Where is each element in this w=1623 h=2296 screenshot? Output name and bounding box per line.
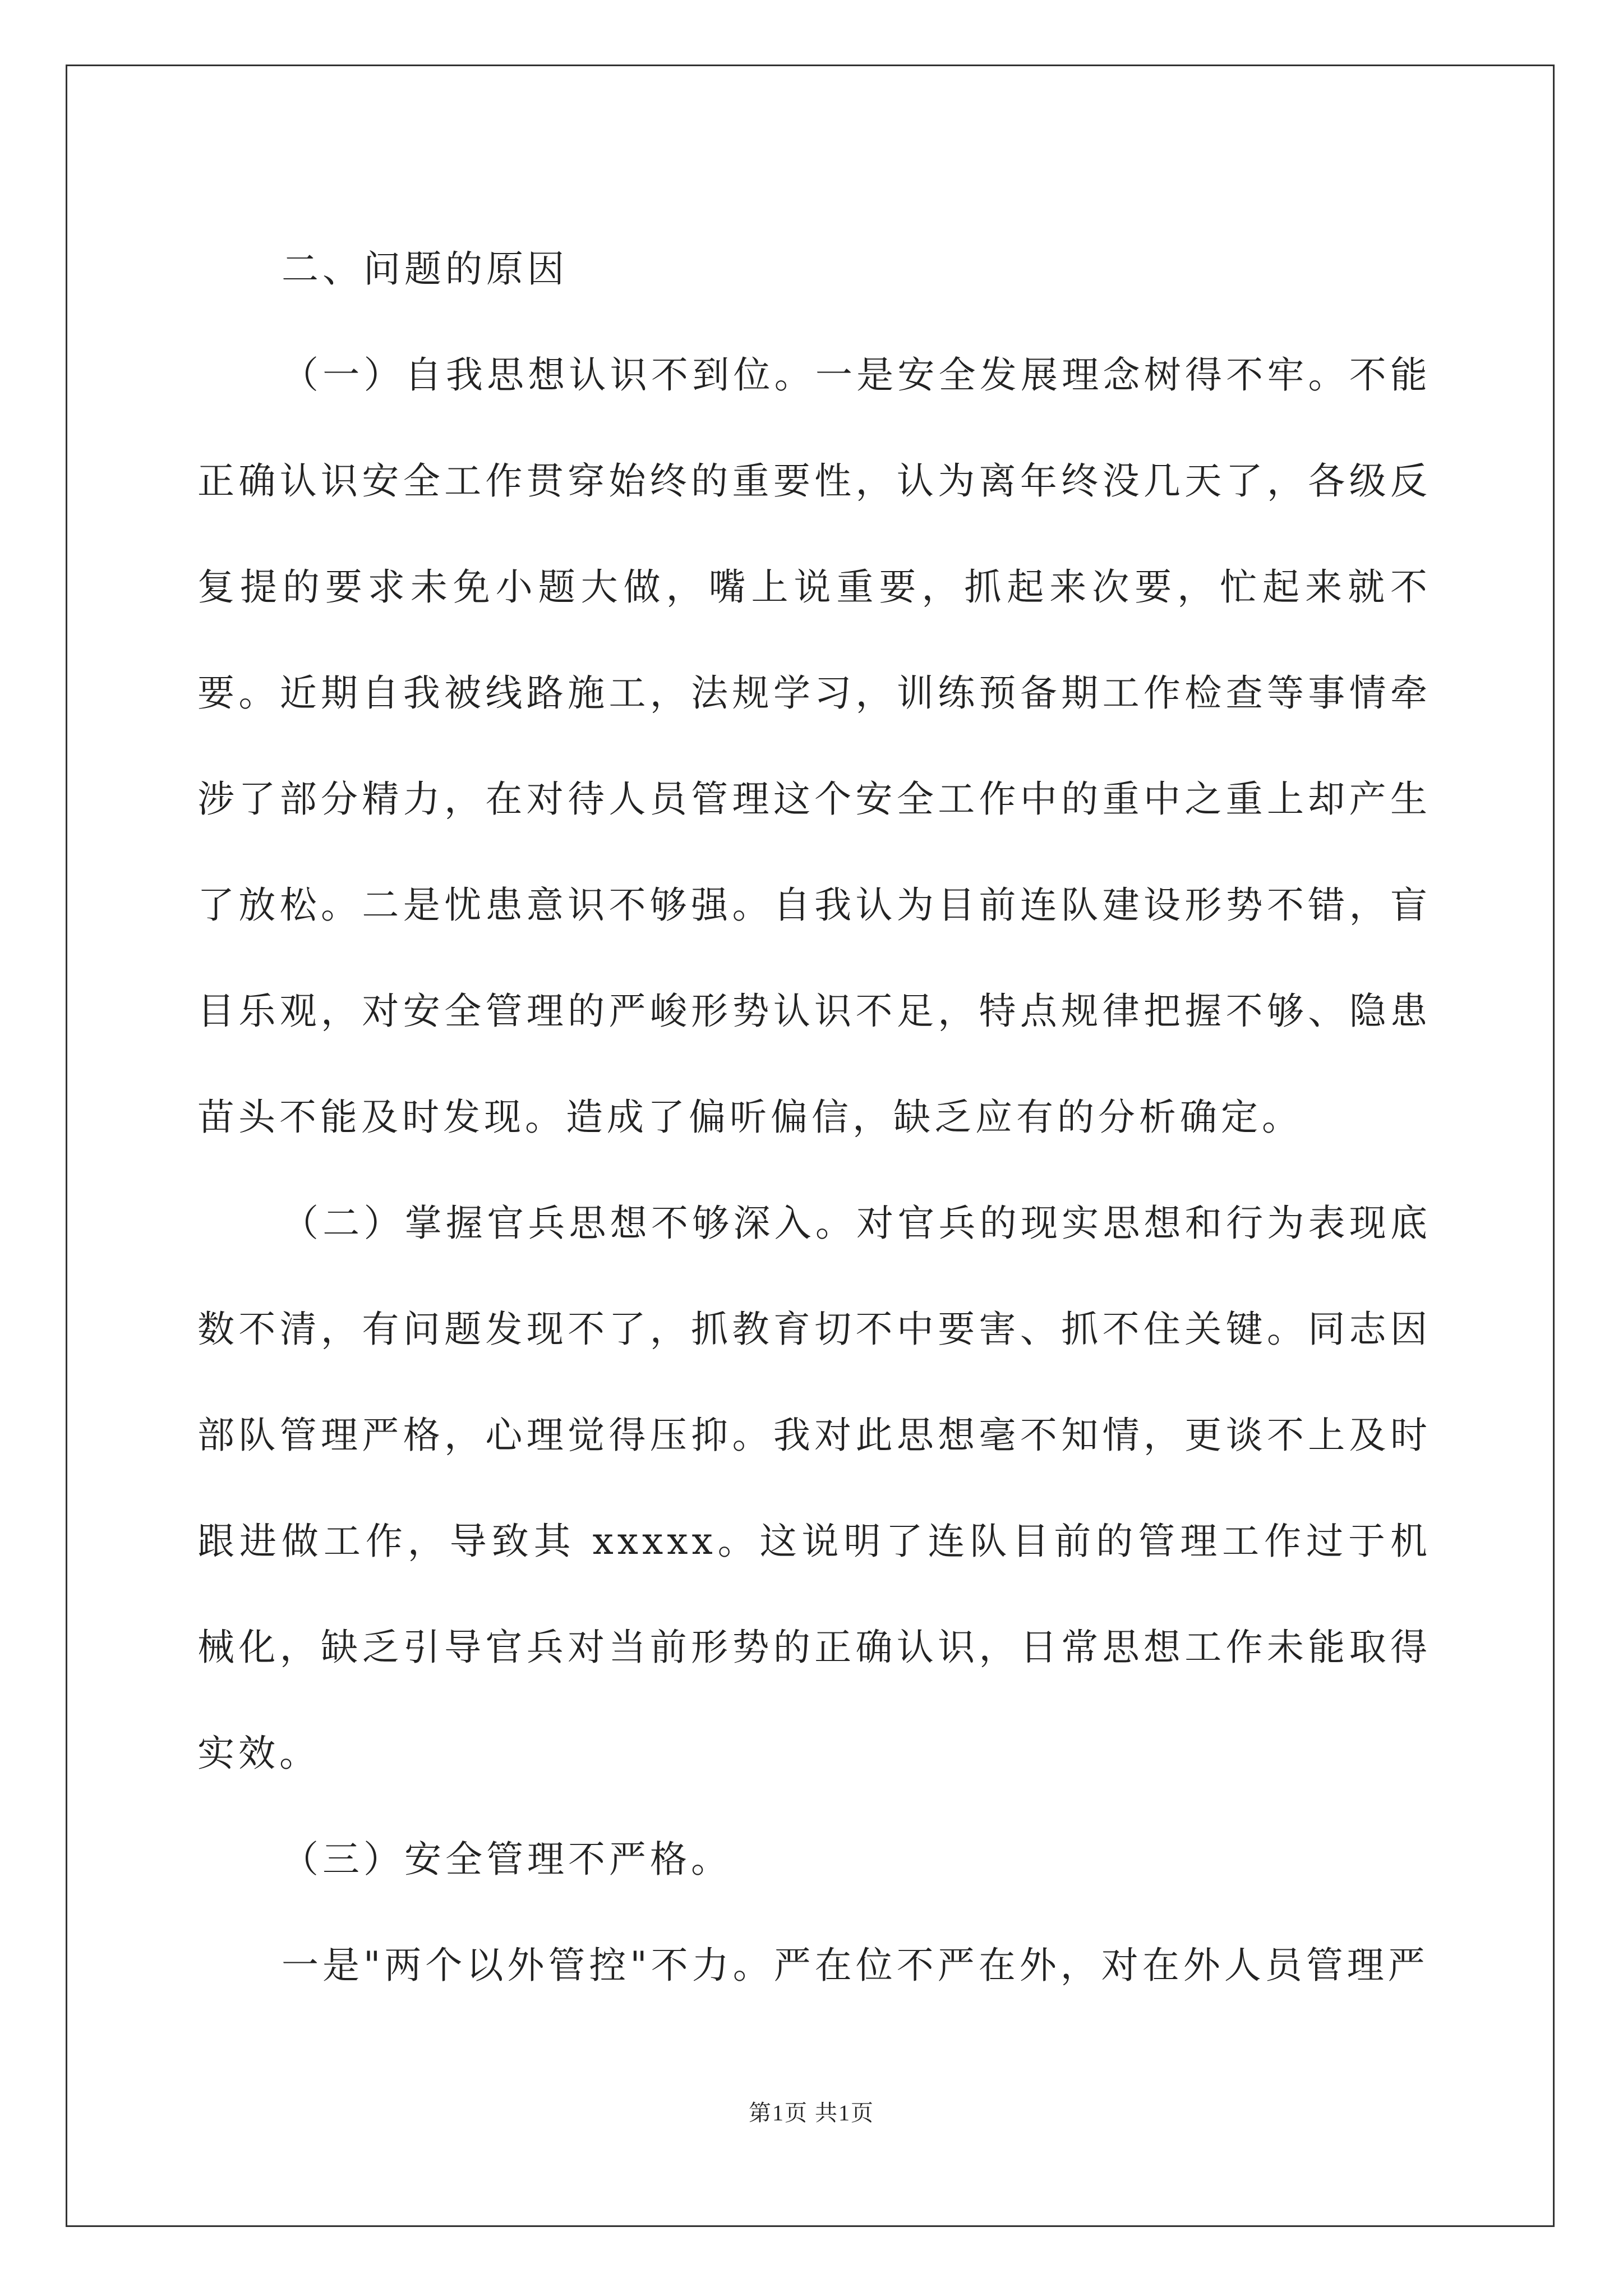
paragraph-3: （三）安全管理不严格。 <box>282 1838 732 1881</box>
paragraph-2: （二）掌握官兵思想不够深入。对官兵的现实思想和行为表现底数不清，有问题发现不了，抓教育切不中要害、抓不住关键。同志因部队管理严格，心理觉得压抑。我对此思想毫不知情，更谈不上及时跟进做工作，导致其 xxxxx。这说明了连队目前的管理工作过于机械化，缺乏引导官兵对当前形势的正确认识，日常思想工作未能取得实效。 <box>197 1202 1431 1775</box>
section-heading: 二、问题的原因 <box>282 247 568 291</box>
paragraph-4: 一是"两个以外管控"不力。严在位不严在外，对在外人员管理严 <box>282 1944 1429 1987</box>
document-body <box>197 216 1431 2018</box>
page-footer: 第1页 共1页 <box>749 2100 874 2125</box>
paragraph-1: （一）自我思想认识不到位。一是安全发展理念树得不牢。不能正确认识安全工作贯穿始终的重要性，认为离年终没几天了，各级反复提的要求未免小题大做，嘴上说重要，抓起来次要，忙起来就不要。近期自我被线路施工，法规学习，训练预备期工作检查等事情牵涉了部分精力，在对待人员管理这个安全工作中的重中之重上却产生了放松。二是忧患意识不够强。自我认为目前连队建设形势不错，盲目乐观，对安全管理的严峻形势认识不足，特点规律把握不够、隐患苗头不能及时发现。造成了偏听偏信，缺乏应有的分析确定。 <box>197 353 1431 1139</box>
